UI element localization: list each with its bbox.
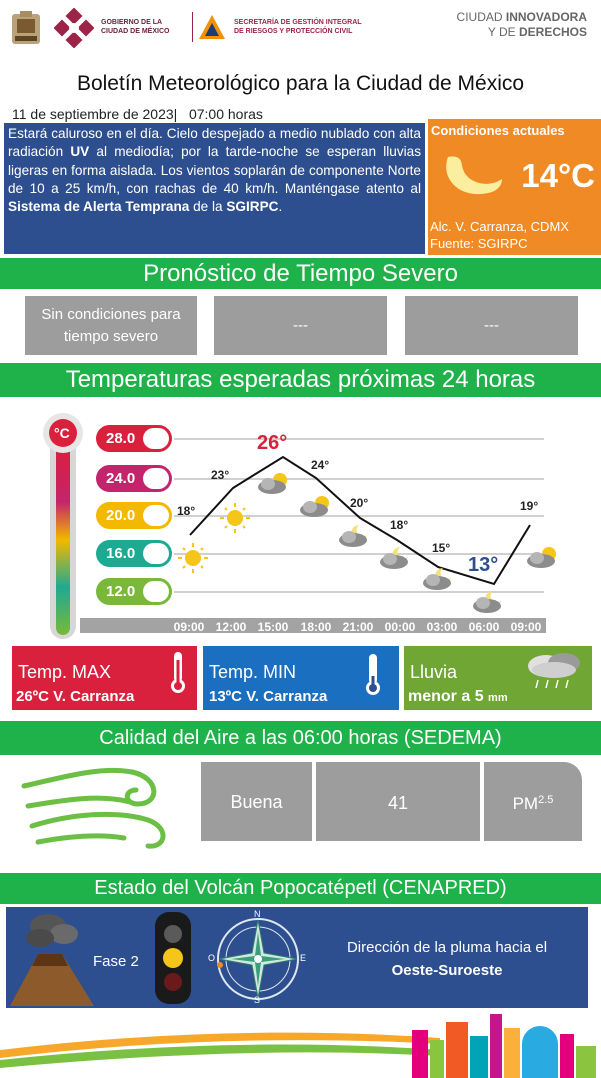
time-0900b: 09:00 [510,620,542,634]
bulletin-date: 11 de septiembre de 2023| 07:00 horas [12,106,263,122]
compass-east: E [300,953,307,963]
time-1500: 15:00 [257,620,289,634]
time-1200: 12:00 [215,620,247,634]
temp-max-card [12,646,197,710]
wind-icon [20,764,180,852]
rain-card [404,646,592,710]
page-title: Boletín Meteorológico para la Ciudad de México [76,72,525,95]
current-temp: 14°C [521,157,595,194]
air-quality-title: Calidad del Aire a las 06:00 horas (SEDEMA) [0,721,601,755]
temp-min-title: Temp. MIN [209,662,297,682]
plume-direction: Dirección de la pluma hacia el Oeste-Suroeste [346,939,548,979]
partly-cloudy-icon-1500 [258,473,287,494]
partly-cloudy-night-icon-0000 [380,547,408,569]
current-conditions-title: Condiciones actuales [431,123,565,138]
air-quality-index: 41 [316,762,480,841]
current-location: Alc. V. Carranza, CDMX [430,219,569,234]
scale-20: 20.0 [96,502,172,529]
temp-min-value: 13ºC V. Carranza [209,688,328,705]
time-1800: 18:00 [300,620,332,634]
temp-value-0000: 18° [390,518,409,532]
sec-line1: SECRETARÍA DE GESTIÓN INTEGRAL [234,19,362,26]
traffic-light-icon [151,910,195,1006]
sun-icon-0900 [178,543,208,573]
severe-box-2: --- [214,296,387,355]
slogan: CIUDAD INNOVADORA Y DE DERECHOS [456,10,587,39]
compass-west: O [208,953,216,963]
temp-value-1500: 26° [257,432,288,454]
severe-weather-title: Pronóstico de Tiempo Severo [0,258,601,289]
footer-skyline [0,1010,601,1078]
temp-value-1200: 23° [211,468,230,482]
temp-min-card [203,646,399,710]
time-0300: 03:00 [426,620,458,634]
time-2100: 21:00 [342,620,374,634]
partly-cloudy-night-icon-2100 [339,525,367,547]
scale-12: 12.0 [96,578,172,605]
rain-value: menor a 5 mm [408,688,508,705]
time-0000: 00:00 [384,620,416,634]
compass-north: N [254,909,261,919]
severe-box-1: Sin condiciones para tiempo severo [25,296,197,355]
temperatures-title: Temperaturas esperadas próximas 24 horas [0,363,601,397]
city-buildings-icon [412,1014,596,1078]
forecast-summary: Estará caluroso en el día. Cielo despejado a medio nublado con alta radiación UV al mediodía; por la tarde-noche se esperan lluvias ligeras en forma aislada. Los vientos soplarán de componente Norte de 10 a 25 km/h, con rachas de 40 km/h. Manténgase atento al Sistema de Alerta Temprana de la SGIRPC. [4,123,425,254]
volcano-title: Estado del Volcán Popocatépetl (CENAPRED) [0,873,601,904]
thermometer-label: °C [54,425,70,441]
sec-line2: DE RIESGOS Y PROTECCIÓN CIVIL [234,28,353,35]
air-quality-level: Buena [201,762,312,841]
gov-line1: GOBIERNO DE LA [101,19,163,26]
temp-max-value: 26ºC V. Carranza [16,688,135,705]
volcano-phase: Fase 2 [93,953,139,970]
partly-cloudy-night-icon-0300 [423,568,451,590]
gov-line2: CIUDAD DE MÉXICO [101,28,170,35]
temp-value-2100: 20° [350,496,369,510]
air-pollutant: PM $^{2.5}$ [484,762,582,841]
scale-24: 24.0 [96,465,172,492]
temp-value-0900b: 19° [520,499,539,513]
compass-south: S [254,995,261,1005]
compass-icon [210,912,306,1006]
rain-title: Lluvia [410,662,458,682]
temp-max-title: Temp. MAX [18,662,112,682]
temp-value-0600: 13° [468,554,499,576]
time-0900: 09:00 [173,620,205,634]
time-0600: 06:00 [468,620,500,634]
temp-value-1800: 24° [311,458,330,472]
thermometer-hot-icon [168,650,188,694]
temp-value-0300: 15° [432,541,451,555]
severe-box-3: --- [405,296,578,355]
rain-cloud-icon [522,650,588,692]
partly-cloudy-icon-1800 [300,496,329,517]
current-source: Fuente: SGIRPC [430,236,528,251]
scale-28: 28.0 [96,425,172,452]
temp-value-0900: 18° [177,504,196,518]
partly-cloudy-icon-0900b [527,547,556,568]
volcano-icon [10,910,96,1008]
partly-cloudy-night-icon-0600 [473,591,501,613]
sun-icon-1200 [220,503,250,533]
scale-16: 16.0 [96,540,172,567]
thermometer-cold-icon [363,652,383,696]
